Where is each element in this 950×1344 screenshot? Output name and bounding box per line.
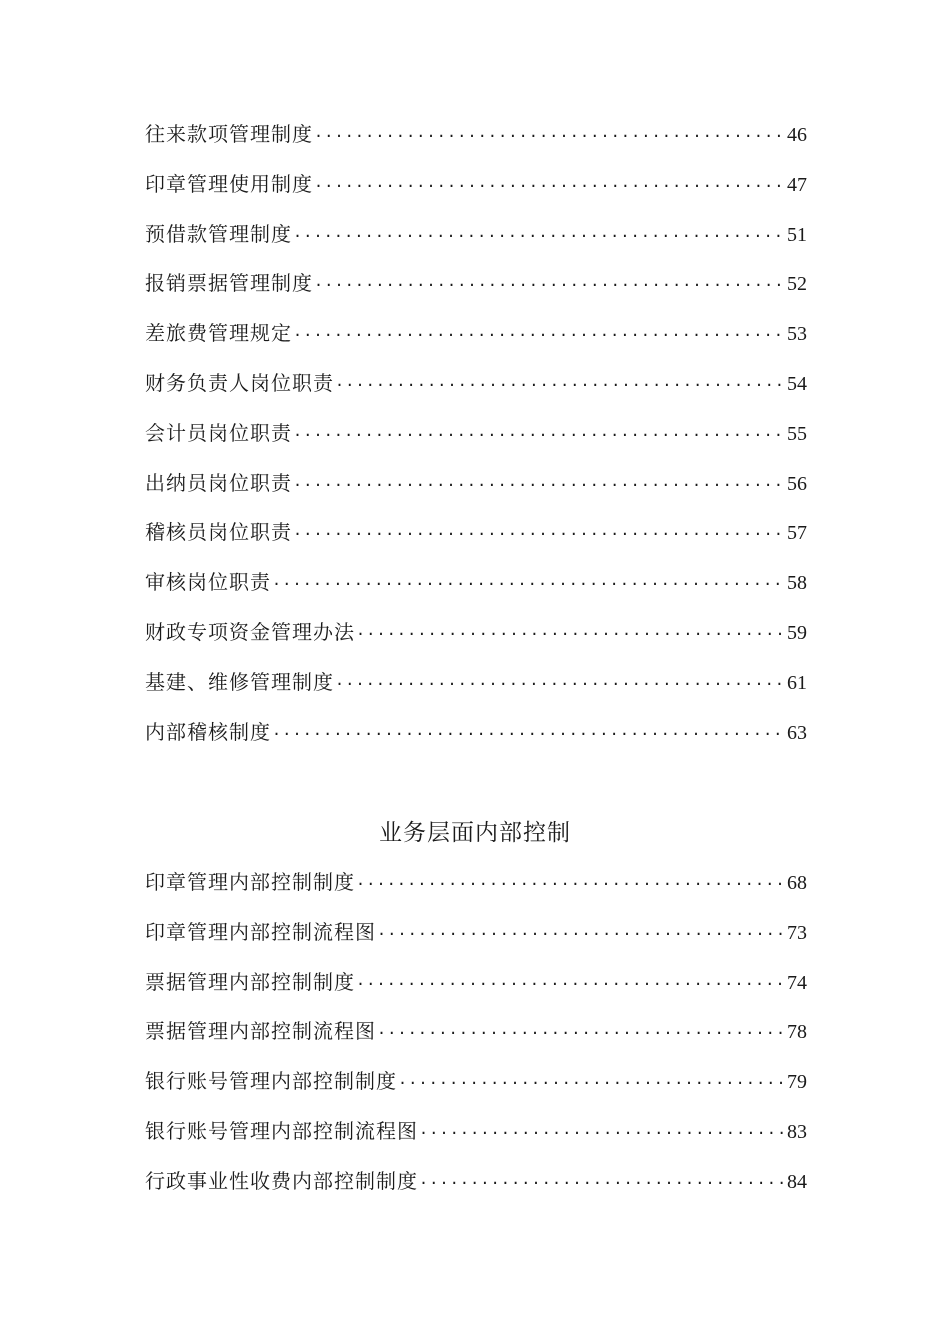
- dot-leader: [356, 875, 786, 893]
- dot-leader: [398, 1074, 786, 1092]
- toc-entry[interactable]: [145, 666, 807, 716]
- toc-entry[interactable]: [145, 417, 807, 467]
- toc-entry[interactable]: [145, 866, 807, 916]
- toc-entry-title: 报销票据管理制度: [145, 271, 313, 296]
- toc-entry[interactable]: [145, 616, 807, 666]
- toc-entry[interactable]: [145, 566, 807, 616]
- dot-leader: [272, 725, 786, 743]
- toc-list-part2: [145, 866, 807, 1215]
- toc-entry-page: 58: [787, 572, 807, 595]
- toc-entry-title: 稽核员岗位职责: [145, 520, 292, 545]
- toc-entry-title: 印章管理内部控制流程图: [145, 919, 376, 944]
- toc-entry-title: 审核岗位职责: [145, 570, 271, 595]
- dot-leader: [314, 177, 786, 195]
- toc-entry-title: 银行账号管理内部控制制度: [145, 1069, 397, 1094]
- dot-leader: [335, 675, 786, 693]
- toc-entry-title: 预借款管理制度: [145, 221, 292, 246]
- dot-leader: [293, 525, 786, 543]
- toc-entry-page: 83: [787, 1120, 807, 1143]
- toc-entry-page: 54: [787, 372, 807, 395]
- toc-list-part1: [145, 118, 807, 765]
- dot-leader: [356, 625, 786, 643]
- toc-entry-page: 52: [787, 273, 807, 296]
- dot-leader: [377, 925, 786, 943]
- dot-leader: [314, 127, 786, 145]
- toc-entry-page: 59: [787, 621, 807, 644]
- toc-entry-page: 47: [787, 173, 807, 196]
- toc-entry-title: 往来款项管理制度: [145, 122, 313, 146]
- dot-leader: [419, 1174, 786, 1192]
- dot-leader: [377, 1024, 786, 1042]
- toc-entry-page: 68: [787, 872, 807, 894]
- toc-entry[interactable]: [145, 966, 807, 1016]
- toc-entry[interactable]: [145, 118, 807, 168]
- toc-entry-title: 印章管理内部控制制度: [145, 870, 355, 894]
- toc-entry-page: 53: [787, 323, 807, 346]
- toc-entry-page: 63: [787, 721, 807, 744]
- toc-entry-title: 行政事业性收费内部控制制度: [145, 1168, 418, 1193]
- toc-entry-page: 74: [787, 971, 807, 994]
- toc-entry[interactable]: [145, 168, 807, 218]
- dot-leader: [293, 426, 786, 444]
- toc-entry-title: 出纳员岗位职责: [145, 470, 292, 495]
- toc-entry-title: 票据管理内部控制制度: [145, 969, 355, 994]
- toc-entry-title: 财政专项资金管理办法: [145, 619, 355, 644]
- toc-entry-page: 61: [787, 671, 807, 694]
- toc-entry-page: 73: [787, 921, 807, 944]
- toc-entry-page: 84: [787, 1170, 807, 1193]
- toc-entry[interactable]: [145, 716, 807, 766]
- toc-entry-page: 78: [787, 1021, 807, 1044]
- toc-entry-page: 79: [787, 1071, 807, 1094]
- toc-entry-page: 56: [787, 472, 807, 495]
- toc-entry-title: 票据管理内部控制流程图: [145, 1019, 376, 1044]
- toc-entry-title: 基建、维修管理制度: [145, 669, 334, 694]
- toc-entry[interactable]: [145, 1015, 807, 1065]
- toc-entry[interactable]: [145, 218, 807, 268]
- toc-entry-page: 46: [787, 124, 807, 146]
- toc-entry[interactable]: [145, 1165, 807, 1215]
- dot-leader: [314, 276, 786, 294]
- toc-entry[interactable]: [145, 317, 807, 367]
- dot-leader: [272, 575, 786, 593]
- dot-leader: [293, 227, 786, 245]
- toc-entry[interactable]: [145, 467, 807, 517]
- toc-entry-title: 财务负责人岗位职责: [145, 370, 334, 395]
- toc-entry[interactable]: [145, 1115, 807, 1165]
- toc-entry[interactable]: [145, 516, 807, 566]
- dot-leader: [419, 1124, 786, 1142]
- toc-entry-title: 印章管理使用制度: [145, 171, 313, 196]
- toc-entry-title: 内部稽核制度: [145, 719, 271, 744]
- toc-entry[interactable]: [145, 267, 807, 317]
- dot-leader: [335, 376, 786, 394]
- toc-entry-title: 会计员岗位职责: [145, 420, 292, 445]
- dot-leader: [356, 975, 786, 993]
- toc-entry-title: 差旅费管理规定: [145, 321, 292, 346]
- dot-leader: [293, 476, 786, 494]
- toc-entry-page: 51: [787, 223, 807, 246]
- toc-entry[interactable]: [145, 916, 807, 966]
- dot-leader: [293, 326, 786, 344]
- toc-entry[interactable]: [145, 1065, 807, 1115]
- toc-entry-title: 银行账号管理内部控制流程图: [145, 1118, 418, 1143]
- toc-entry-page: 55: [787, 422, 807, 445]
- section-heading: 业务层面内部控制: [379, 820, 571, 846]
- toc-entry-page: 57: [787, 522, 807, 545]
- toc-entry[interactable]: [145, 367, 807, 417]
